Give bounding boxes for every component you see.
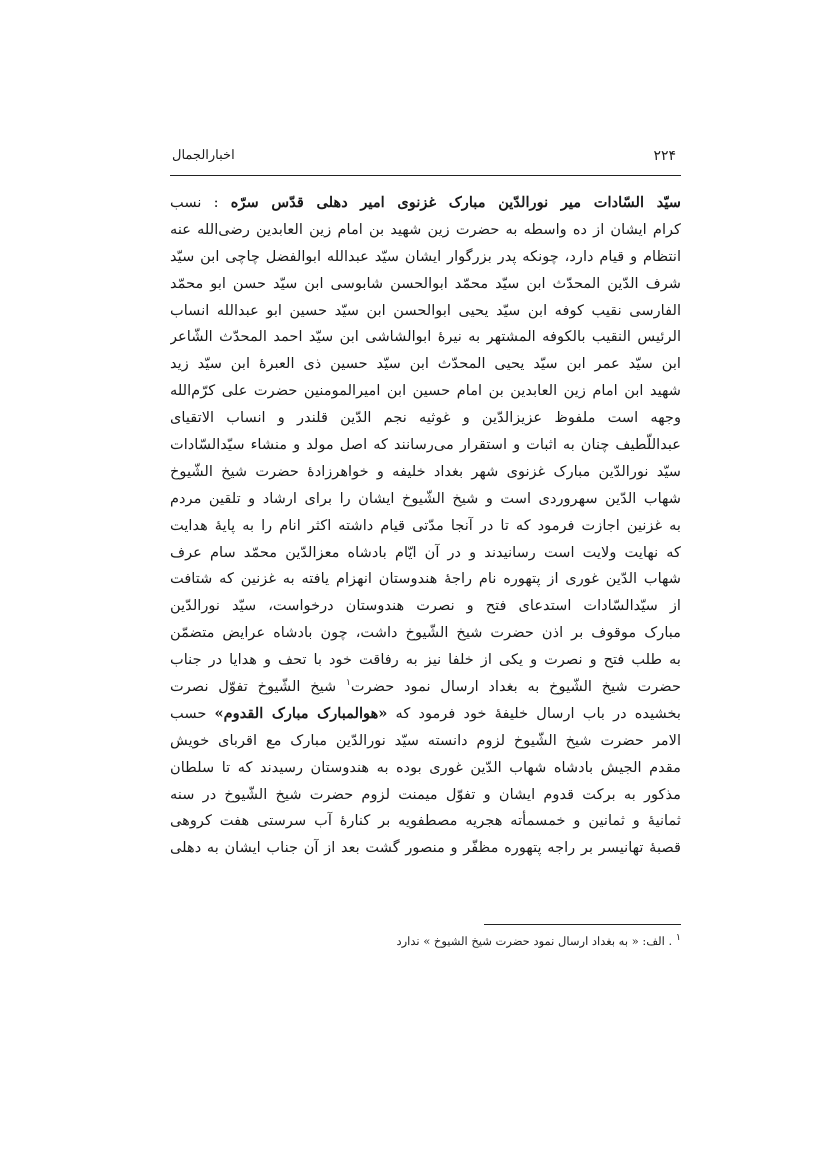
text-line: الامر حضرت شیخ الشّیوخ لزوم دانسته سیّد نورالدّین مبارک مع اقربای خویش xyxy=(170,731,681,749)
text-line: وجهه است ملفوظ عزیزالدّین و غوثیه نجم الدّین قلندر و انساب الاتقیای xyxy=(170,409,681,427)
text-line: از سیّدالسّادات استدعای فتح و نصرت هندوستان درخواست، سیّد نورالدّین xyxy=(170,597,681,615)
text-line: مبارک موقوف بر اذن حضرت شیخ الشّیوخ داشت، چون بادشاه عرایض متضمّن xyxy=(170,624,681,642)
text-line: به طلب فتح و نصرت و یکی از خلفا نیز به رفاقت خود با تحف و هدایا در جناب xyxy=(170,651,681,669)
page-header xyxy=(170,148,676,172)
footnote-rule xyxy=(484,924,681,925)
text-line: به غزنین اجازت فرمود که تا در آنجا مدّتی قیام داشته اکثر انام را به پایهٔ هدایت xyxy=(170,516,681,534)
text-line: مقدم الجیش بادشاه شهاب الدّین غوری بوده به هندوستان رسیدند که تا سلطان xyxy=(170,758,681,776)
text-line: الفارسی نقیب کوفه ابن سیّد یحیی ابوالحسن ابن سیّد حسین ابو عبدالله انساب xyxy=(170,301,681,319)
quoted-phrase: «هوالمبارک مبارک القدوم» xyxy=(214,704,388,722)
text-line: کرام ایشان از ده واسطه به حضرت زین شهید بن امام زین العابدین رضی‌الله عنه xyxy=(170,220,681,238)
text-line: قصبهٔ تهانیسر بر راجه پتهوره مظفّر و منصور گشت بعد از آن جناب ایشان به دهلی xyxy=(170,839,681,857)
text-line: سیّد السّادات میر نورالدّین مبارک غزنوی امیر دهلی قدّس سرّه : نسب xyxy=(170,194,681,211)
footnote-marker: ۱ xyxy=(345,678,351,689)
header-rule xyxy=(170,175,681,176)
text-line: شهید ابن امام زین العابدین بن امام حسین ابن امیرالمومنین حضرت علی کرّم‌الله xyxy=(170,382,681,400)
text-line: ثمانیهٔ و ثمانین و خمسمأته هجریه مصطفویه بر کنارهٔ آب سرستی هفت کروهی xyxy=(170,812,681,830)
footnote-number: ۱ xyxy=(675,932,681,943)
text-line: بخشیده در باب ارسال خلیفهٔ خود فرمود که «هوالمبارک مبارک القدوم» حسب xyxy=(170,704,681,722)
text-line: شرف الدّین المحدّث ابن سیّد محمّد ابوالحسن شابوسی ابن سیّد حسن ابو محمّد xyxy=(170,274,681,292)
text-line: که نهایت ولایت است رسانیدند و در آن ایّام بادشاه معزالدّین محمّد سام عرف xyxy=(170,543,681,561)
running-title: اخبارالجمال xyxy=(172,148,235,163)
text-line: انتظام و قیام دارد، چونکه پدر بزرگوار ایشان سیّد عبدالله ابوالفضل چاچی ابن سیّد xyxy=(170,247,681,265)
text-line: مذکور به برکت قدوم ایشان و تفوّل میمنت لزوم حضرت شیخ الشّیوخ در سنه xyxy=(170,785,681,803)
footnote-text: . الف: « به بغداد ارسال نمود حضرت شیخ الشیوخ » ندارد xyxy=(396,933,673,948)
text-line: ابن سیّد عمر ابن سیّد یحیی المحدّث ابن سیّد حسین ذی العبرهٔ ابن سیّد زید xyxy=(170,355,681,373)
text-line: الرئیس النقیب بالکوفه المشتهر به نیرهٔ ابوالشاشی ابن سیّد احمد المحدّث الشّاعر xyxy=(170,328,681,346)
text-line: شهاب الدّین سهروردی است و شیخ الشّیوخ ایشان را برای ارشاد و تلقین مردم xyxy=(170,489,681,507)
main-text xyxy=(170,190,681,862)
text-line: سیّد نورالدّین مبارک غزنوی شهر بغداد خلیفه و خواهرزادهٔ حضرت شیخ الشّیوخ xyxy=(170,462,681,480)
page-number: ۲۲۴ xyxy=(653,148,676,164)
section-heading: سیّد السّادات میر نورالدّین مبارک غزنوی امیر دهلی قدّس سرّه xyxy=(230,194,681,211)
footnote xyxy=(396,932,681,948)
text-line: عبداللّطیف چنان به اثبات و استقرار می‌رسانند که اصل مولد و منشاء سیّدالسّادات xyxy=(170,436,681,454)
text-line: حضرت شیخ الشّیوخ به بغداد ارسال نمود حضرت$^۱$ شیخ الشّیوخ تفوّل نصرت xyxy=(170,678,681,696)
text-line: شهاب الدّین غوری از پتهوره نام راجهٔ هندوستان انهزام یافته به غزنین که شتافت xyxy=(170,570,681,588)
